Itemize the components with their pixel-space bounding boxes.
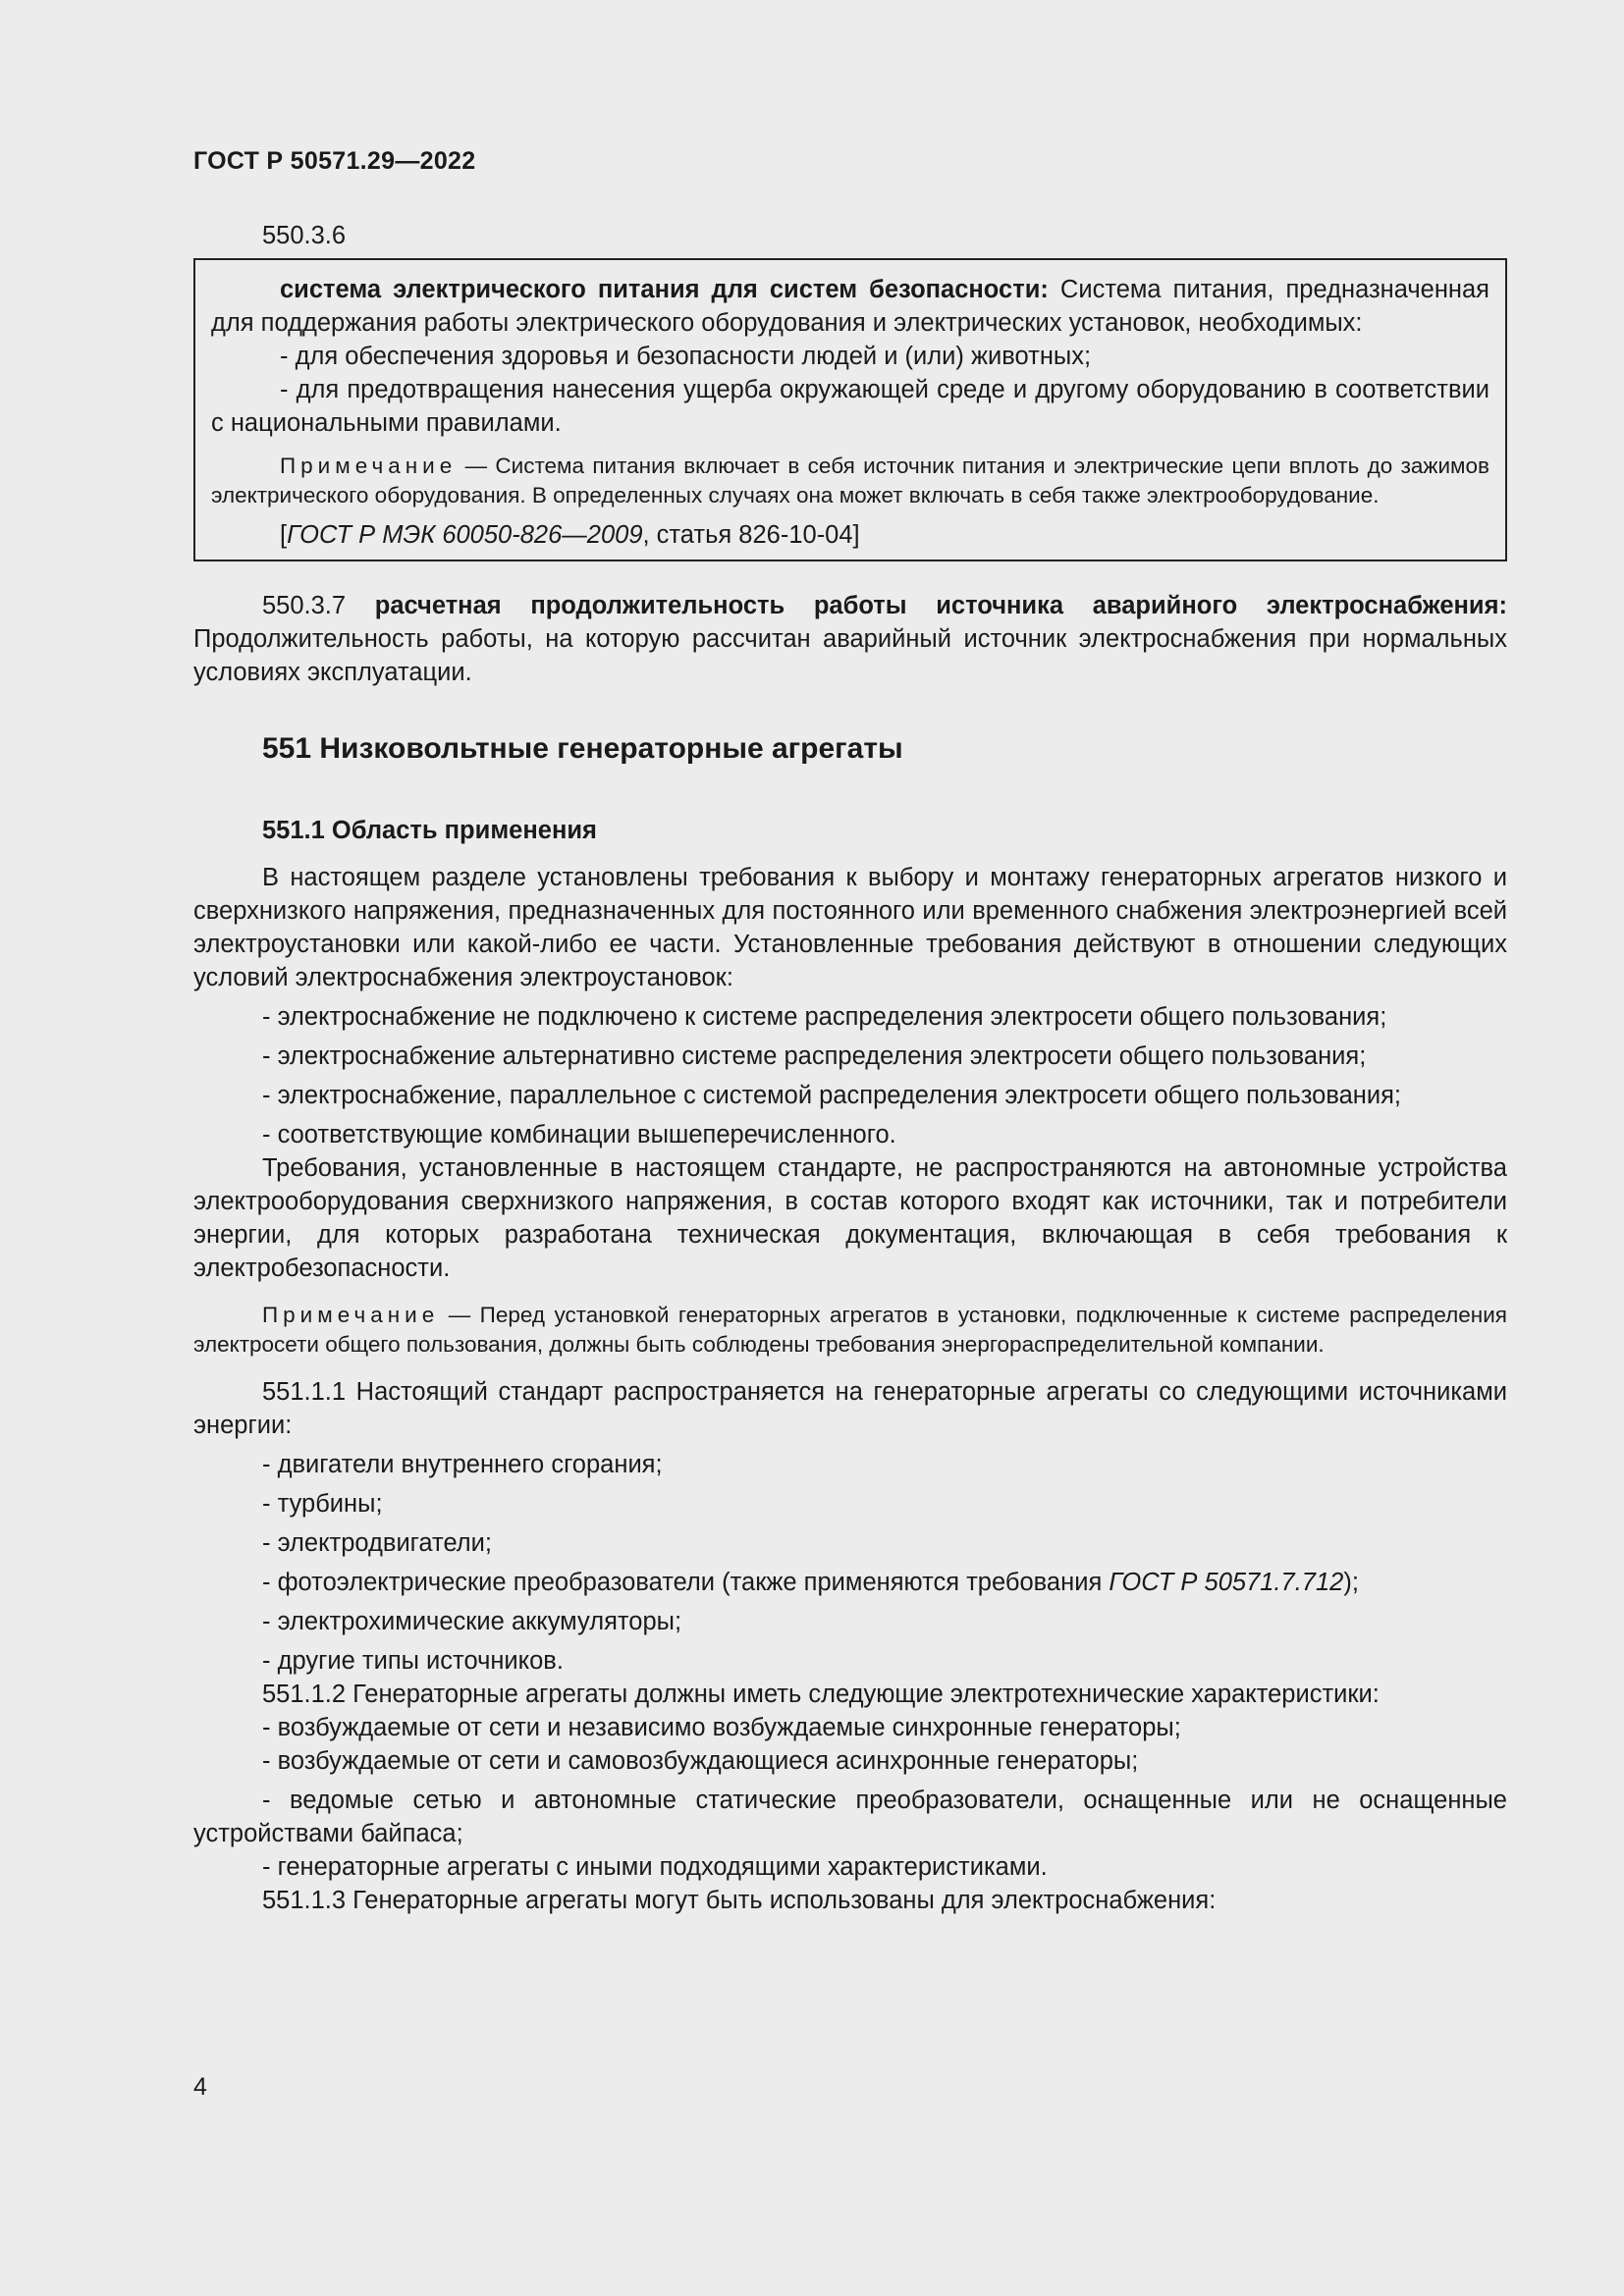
list-item: - генераторные агрегаты с иными подходящими характеристиками. <box>262 1853 1048 1881</box>
definition-text: Продолжительность работы, на которую рассчитан аварийный источник электроснабжения при нормальных условиях эксплуатации. <box>193 625 1507 686</box>
list-item: - электроснабжение, параллельное с системой распределения электросети общего пользования; <box>262 1082 1401 1109</box>
definition-text: Система питания, предназначенная для поддержания работы электрического оборудования и электрических установок, необходимых: <box>211 276 1489 337</box>
list-item: - двигатели внутреннего сгорания; <box>262 1451 663 1478</box>
clause-551-1-2: 551.1.2 Генераторные агрегаты должны иметь следующие электротехнические характеристики: <box>262 1681 1380 1708</box>
list-item: - турбины; <box>262 1490 383 1518</box>
note-550-3-6 <box>211 452 1489 510</box>
note-text: — Перед установкой генераторных агрегатов в установки, подключенные к системе распределения электросети общего пользования, должны быть соблюдены требования энергораспределительной компании. <box>193 1303 1507 1357</box>
note-label: Примечание <box>280 454 458 478</box>
note-text: — Система питания включает в себя источник питания и электрические цепи вплоть до зажимов электрического оборудования. В определенных случаях она может включать в себя также электрооборудование. <box>211 454 1489 507</box>
source-standard-link: ГОСТ Р МЭК 60050-826—2009 <box>287 521 643 549</box>
document-header: ГОСТ Р 50571.29—2022 <box>193 147 476 175</box>
definition-550-3-6 <box>211 273 1489 340</box>
clause-550-3-6-number: 550.3.6 <box>262 222 347 249</box>
requirements-paragraph: Требования, установленные в настоящем стандарте, не распространяются на автономные устройства электрооборудования сверхнизкого напряжения, в состав которого входят как источники, так и потребители энергии, для которых разработана техническая документация, включающая в себя требования к электробезопасности. <box>193 1154 1507 1282</box>
list-item: - для обеспечения здоровья и безопасности людей и (или) животных; <box>280 343 1092 370</box>
page-number: 4 <box>193 2073 207 2101</box>
section-551-title: 551 Низковольтные генераторные агрегаты <box>262 732 903 765</box>
list-item: - электроснабжение не подключено к системе распределения электросети общего пользования; <box>262 1003 1387 1031</box>
clause-551-1-3: 551.1.3 Генераторные агрегаты могут быть использованы для электроснабжения: <box>262 1887 1217 1914</box>
document-page <box>193 147 1507 1917</box>
definition-box <box>193 258 1507 561</box>
source-reference: [ГОСТ Р МЭК 60050-826—2009, статья 826-10-04] <box>280 521 860 549</box>
term: система электрического питания для систем безопасности: <box>280 276 1049 303</box>
list-item: - другие типы источников. <box>262 1647 564 1675</box>
list-item: - для предотвращения нанесения ущерба окружающей среде и другому оборудованию в соответствии с национальными правилами. <box>211 376 1489 437</box>
list-item: - электродвигатели; <box>262 1529 492 1557</box>
clause-551-1-1: 551.1.1 Настоящий стандарт распространяется на генераторные агрегаты со следующими источниками энергии: <box>193 1378 1507 1439</box>
list-item: - соответствующие комбинации вышеперечисленного. <box>262 1121 896 1148</box>
list-item: - ведомые сетью и автономные статические преобразователи, оснащенные или не оснащенные устройствами байпаса; <box>193 1787 1507 1847</box>
definition-550-3-7: 550.3.7 расчетная продолжительность работы источника аварийного электроснабжения: Продолжительность работы, на которую рассчитан аварийный источник электроснабжения при нормальных условиях эксплуатации. <box>193 592 1507 686</box>
term: расчетная продолжительность работы источника аварийного электроснабжения: <box>374 592 1507 619</box>
list-item: - электрохимические аккумуляторы; <box>262 1608 682 1635</box>
list-item: - электроснабжение альтернативно системе распределения электросети общего пользования; <box>262 1042 1367 1070</box>
standard-reference-link: ГОСТ Р 50571.7.712 <box>1109 1569 1344 1596</box>
subsection-551-1-title: 551.1 Область применения <box>262 817 597 844</box>
scope-intro: В настоящем разделе установлены требования к выбору и монтажу генераторных агрегатов низкого и сверхнизкого напряжения, предназначенных для постоянного или временного снабжения электроэнергией всей электроустановки или какой-либо ее части. Установленные требования действуют в отношении следующих условий электроснабжения электроустановок: <box>193 864 1507 991</box>
list-item: - возбуждаемые от сети и независимо возбуждаемые синхронные генераторы; <box>262 1714 1181 1741</box>
list-item: - возбуждаемые от сети и самовозбуждающиеся асинхронные генераторы; <box>262 1747 1139 1775</box>
note-label: Примечание <box>262 1303 440 1327</box>
list-item-pv: - фотоэлектрические преобразователи (также применяются требования ГОСТ Р 50571.7.712); <box>262 1569 1359 1596</box>
note-551-1 <box>193 1301 1507 1360</box>
